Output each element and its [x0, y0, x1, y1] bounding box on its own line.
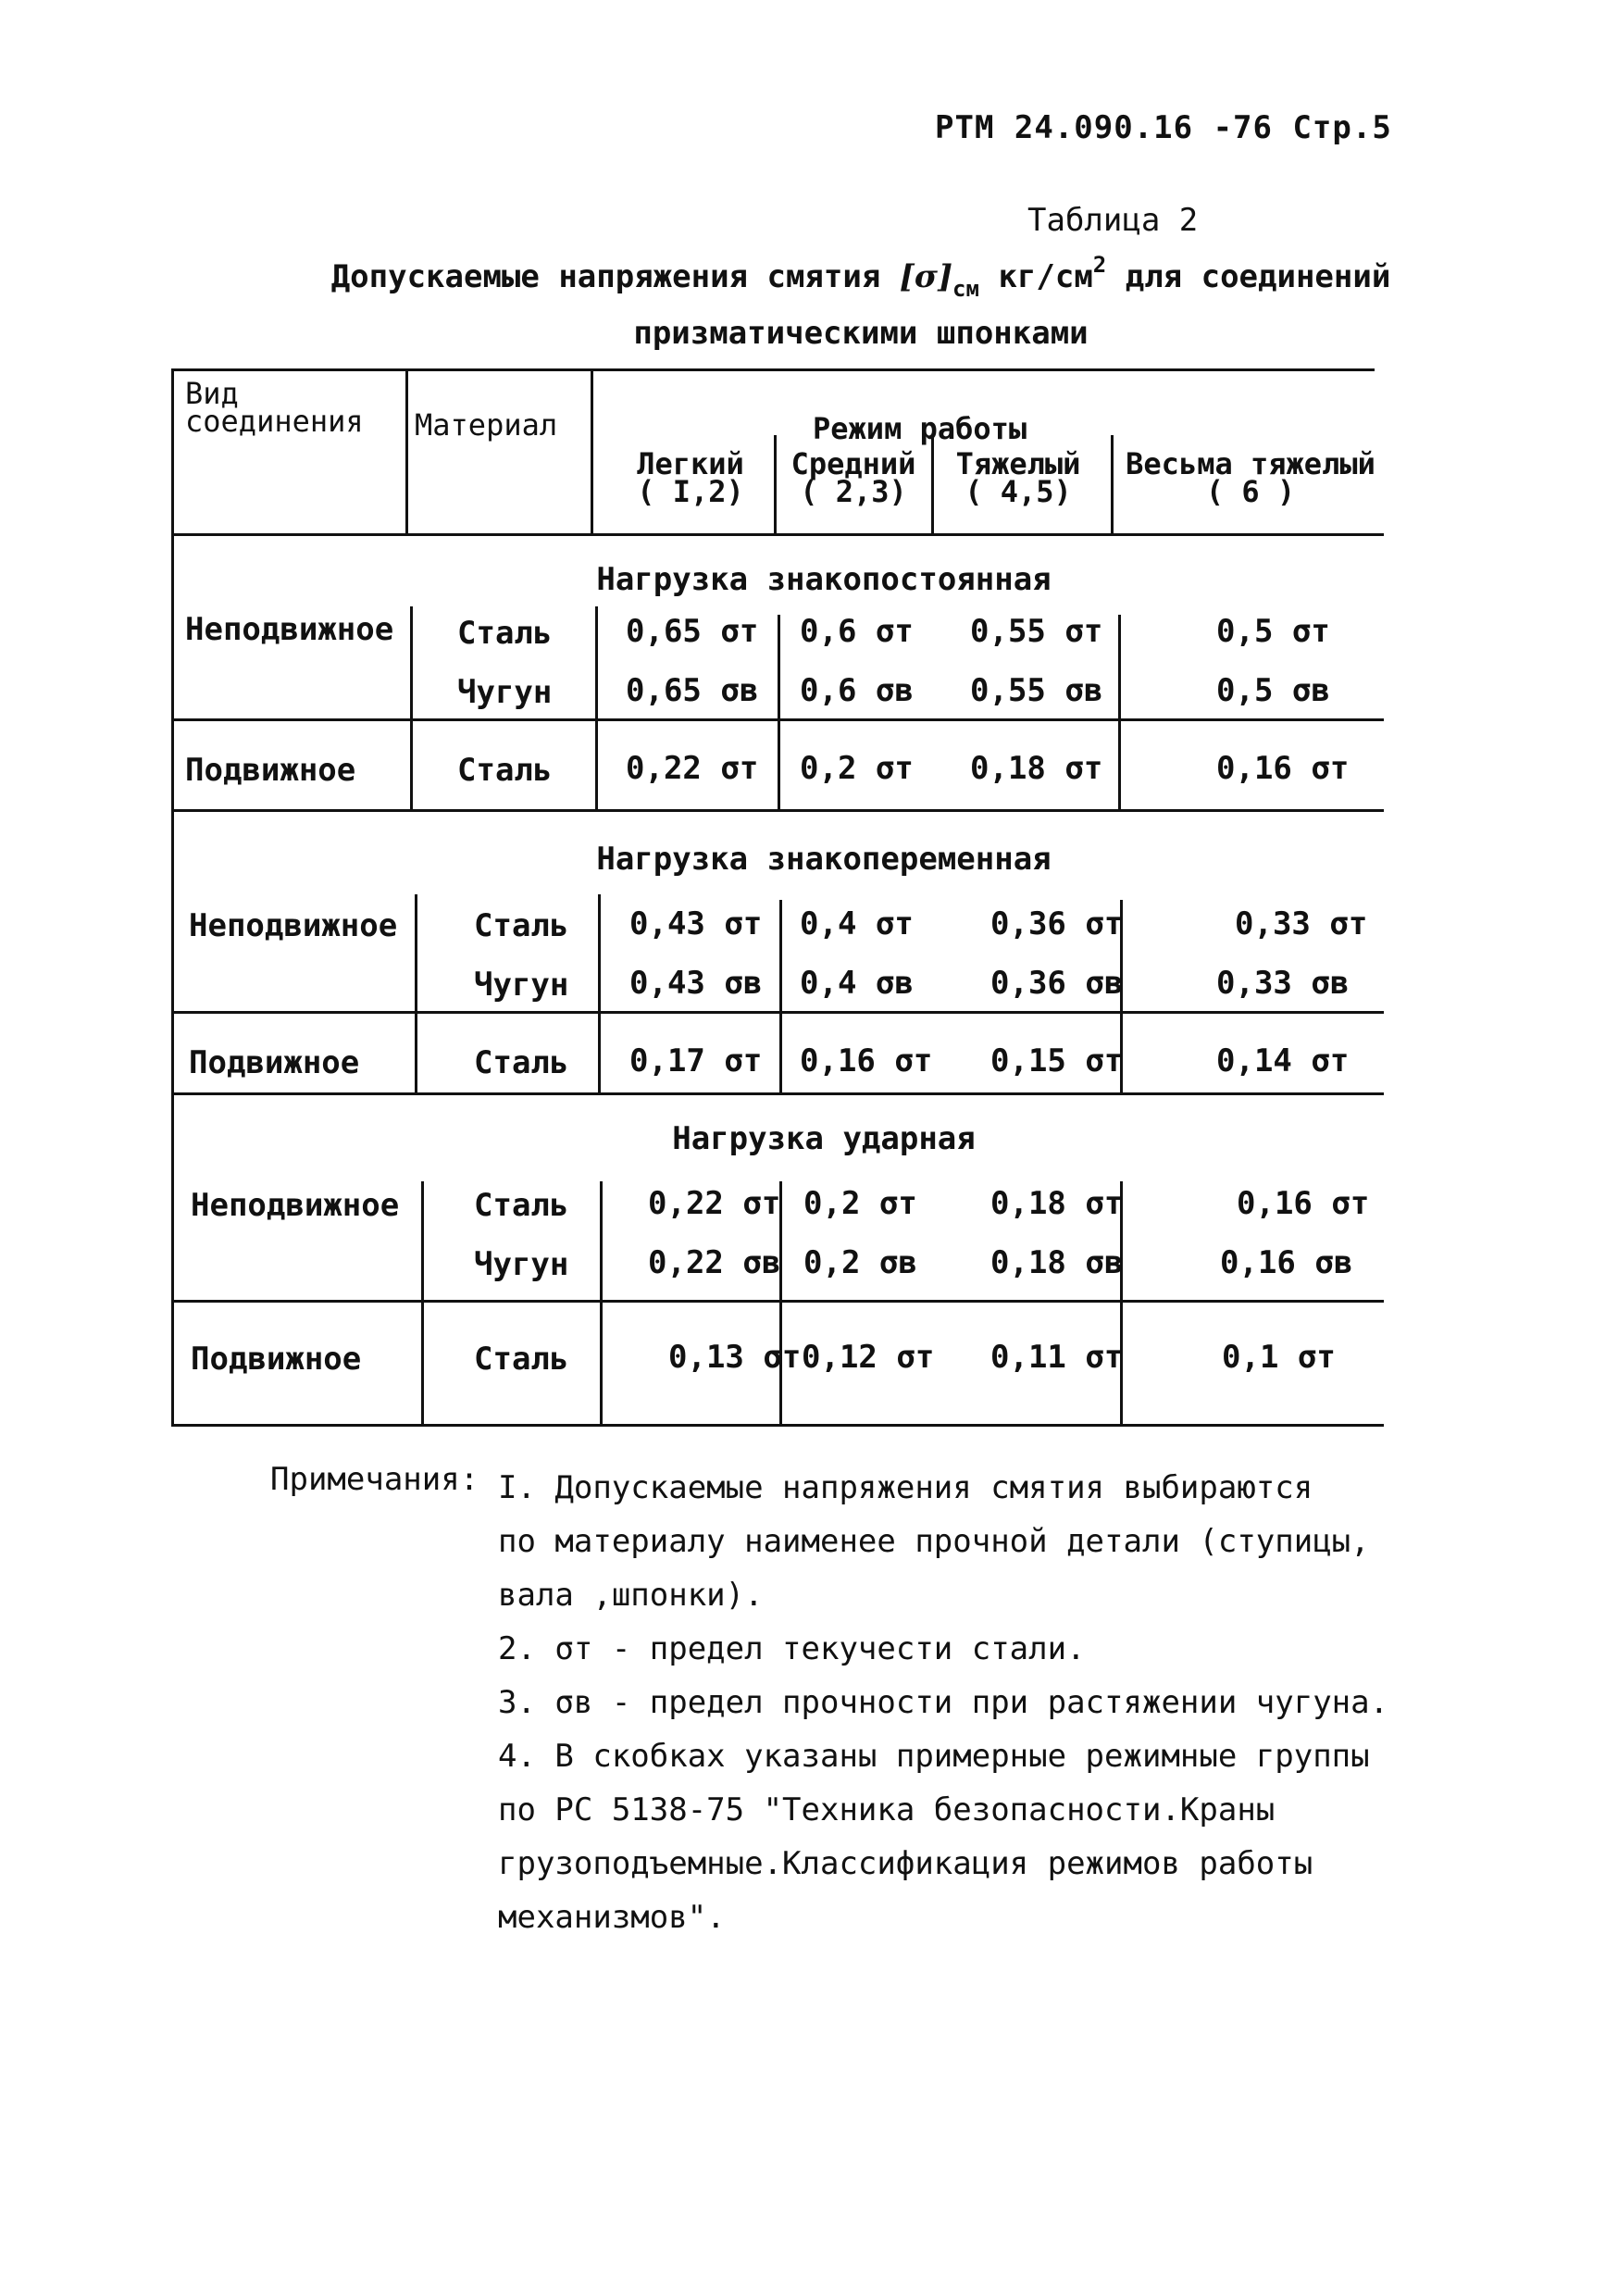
caption-line-1 [167, 243, 1555, 311]
note-line: 4. В скобках указаны примерные режимные группы [498, 1738, 1370, 1775]
col-header-mode-group: Режим работы [813, 411, 1027, 446]
col-header-mode-very-heavy [1116, 446, 1385, 509]
row-material: Сталь [457, 615, 553, 652]
value-cell: 0,16 σв [1220, 1244, 1353, 1281]
col-rule [774, 435, 777, 533]
value-cell: 0,1 σт [1222, 1339, 1336, 1376]
col-rule [598, 894, 601, 1092]
value-cell: 0,12 σт [802, 1339, 935, 1376]
caption-unit: кг/см [998, 258, 1093, 295]
row-material: Сталь [474, 1187, 569, 1224]
value-cell: 0,55 σв [970, 672, 1103, 709]
caption-line-2: призматическими шпонками [633, 315, 1089, 352]
row-kind: Неподвижное [185, 611, 394, 648]
section-title: Нагрузка знакопостоянная [596, 561, 1052, 598]
section-rule [171, 1092, 1384, 1095]
col-header-mode-heavy [935, 446, 1101, 509]
value-cell: 0,15 σт [990, 1042, 1124, 1079]
value-cell: 0,22 σт [626, 750, 759, 787]
col-rule [1118, 615, 1121, 809]
col-header-mode-medium [779, 446, 927, 509]
mode-group: ( 2,3) [800, 474, 907, 509]
col-header-kind [185, 376, 364, 439]
mode-name: Легкий [637, 446, 744, 481]
value-cell: 0,5 σт [1216, 613, 1330, 650]
value-cell: 0,33 σт [1235, 905, 1368, 942]
value-cell: 0,43 σв [629, 965, 763, 1002]
value-cell: 0,6 σв [800, 672, 914, 709]
col-rule [595, 606, 598, 809]
value-cell: 0,22 σв [648, 1244, 781, 1281]
row-material: Сталь [474, 907, 569, 944]
table-label: Таблица 2 [1027, 202, 1199, 239]
note-line: по материалу наименее прочной детали (ступицы, [498, 1523, 1370, 1560]
mode-group: ( 4,5) [965, 474, 1072, 509]
caption-text: Допускаемые напряжения смятия [330, 258, 881, 295]
row-kind: Подвижное [189, 1044, 360, 1081]
note-line: грузоподъемные.Классификация режимов работы [498, 1845, 1313, 1882]
col-rule [779, 900, 782, 1092]
mode-name: Средний [790, 446, 916, 481]
col-rule [600, 1181, 603, 1424]
row-kind: Неподвижное [191, 1187, 400, 1224]
note-line: вала ,шпонки). [498, 1577, 764, 1614]
value-cell: 0,2 σт [800, 750, 914, 787]
header-bottom-rule [171, 533, 1384, 536]
col-rule [591, 370, 593, 533]
value-cell: 0,65 σт [626, 613, 759, 650]
value-cell: 0,36 σв [990, 965, 1124, 1002]
col-header-kind-line1: Вид [185, 376, 239, 411]
mode-group: ( 6 ) [1205, 474, 1296, 509]
notes-list [498, 1461, 1388, 1944]
section-rule [171, 809, 1384, 812]
row-kind: Подвижное [191, 1341, 362, 1378]
section-title: Нагрузка ударная [672, 1120, 976, 1157]
value-cell: 0,16 σт [1237, 1185, 1370, 1222]
value-cell: 0,22 σт [648, 1185, 781, 1222]
note-line: по РС 5138-75 "Техника безопасности.Краны [498, 1791, 1276, 1828]
table-top-rule [171, 368, 1375, 371]
mode-name: Тяжелый [955, 446, 1081, 481]
col-rule [931, 435, 934, 533]
value-cell: 0,11 σт [990, 1339, 1124, 1376]
note-line: 2. σт - предел текучести стали. [498, 1630, 1086, 1667]
caption-text-post: для соединений [1125, 258, 1391, 295]
caption-symbol: [σ] [899, 258, 953, 295]
row-kind: Подвижное [185, 752, 356, 789]
col-header-kind-line2: соединения [185, 404, 364, 439]
row-material: Сталь [474, 1044, 569, 1081]
col-rule [405, 370, 408, 533]
mode-name: Весьма тяжелый [1126, 446, 1375, 481]
value-cell: 0,2 σв [803, 1244, 917, 1281]
row-material: Чугун [457, 674, 553, 711]
value-cell: 0,43 σт [629, 905, 763, 942]
row-rule [171, 1011, 1384, 1014]
col-rule [410, 606, 413, 809]
value-cell: 0,65 σв [626, 672, 759, 709]
note-line: 3. σв - предел прочности при растяжении чугуна. [498, 1684, 1389, 1721]
row-material: Сталь [474, 1341, 569, 1378]
value-cell: 0,17 σт [629, 1042, 763, 1079]
page-header: РТМ 24.090.16 -76 Стр.5 [935, 109, 1392, 146]
value-cell: 0,16 σт [800, 1042, 933, 1079]
value-cell: 0,6 σт [800, 613, 914, 650]
value-cell: 0,2 σт [803, 1185, 917, 1222]
value-cell: 0,14 σт [1216, 1042, 1350, 1079]
notes-label: Примечания: [270, 1461, 479, 1498]
value-cell: 0,36 σт [990, 905, 1124, 942]
col-header-mode-light [626, 446, 755, 509]
caption-symbol-sub: см [952, 276, 979, 302]
caption-unit-sup: 2 [1092, 252, 1107, 278]
value-cell: 0,18 σт [990, 1185, 1124, 1222]
mode-group: ( I,2) [637, 474, 744, 509]
value-cell: 0,13 σт [668, 1339, 802, 1376]
table-bottom-rule [171, 1424, 1384, 1427]
col-rule [778, 615, 780, 809]
value-cell: 0,18 σв [990, 1244, 1124, 1281]
col-rule [1111, 435, 1114, 533]
section-title: Нагрузка знакопеременная [596, 841, 1052, 878]
row-material: Чугун [474, 967, 569, 1004]
row-material: Чугун [474, 1246, 569, 1283]
note-line: I. Допускаемые напряжения смятия выбираются [498, 1469, 1313, 1506]
value-cell: 0,5 σв [1216, 672, 1330, 709]
value-cell: 0,4 σв [800, 965, 914, 1002]
value-cell: 0,4 σт [800, 905, 914, 942]
col-rule [421, 1181, 424, 1424]
value-cell: 0,16 σт [1216, 750, 1350, 787]
col-header-material: Материал [415, 407, 558, 443]
value-cell: 0,33 σв [1216, 965, 1350, 1002]
row-material: Сталь [457, 752, 553, 789]
row-kind: Неподвижное [189, 907, 398, 944]
table-left-rule [171, 368, 174, 1426]
value-cell: 0,55 σт [970, 613, 1103, 650]
table-caption [167, 243, 1555, 356]
value-cell: 0,18 σт [970, 750, 1103, 787]
col-rule [415, 894, 417, 1092]
note-line: механизмов". [498, 1899, 726, 1936]
row-rule [171, 1300, 1384, 1303]
